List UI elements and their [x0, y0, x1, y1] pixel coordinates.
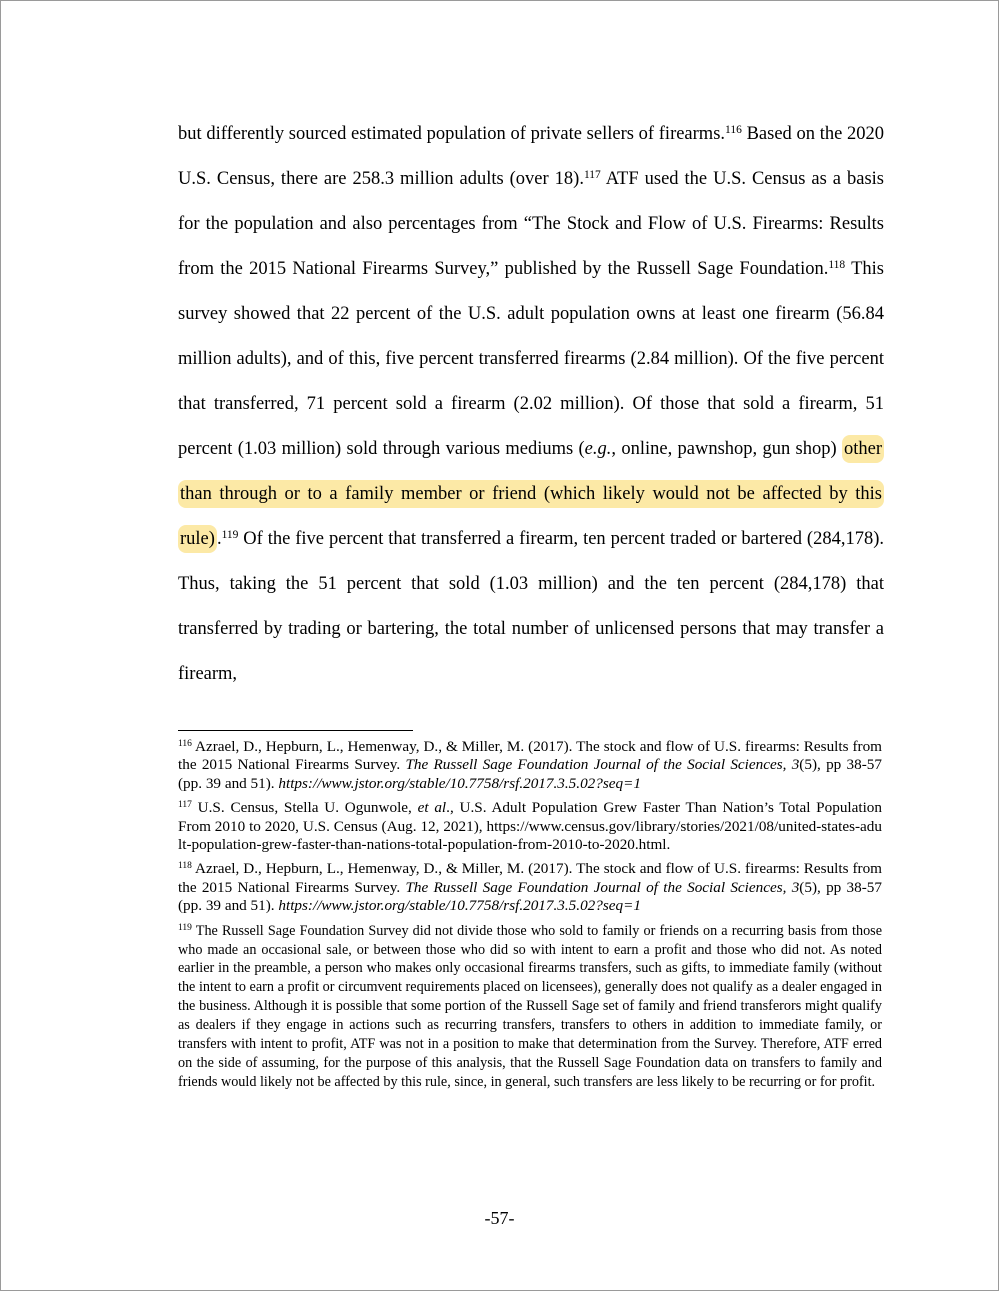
footnote-link[interactable]: https://www.jstor.org/stable/10.7758/rsf.2017.3.5.02?seq=1: [278, 774, 641, 792]
footnote-journal: The Russell Sage Foundation Journal of the Social Sciences, 3: [405, 878, 800, 896]
footnote-separator: [178, 730, 413, 731]
body-paragraph: [178, 112, 884, 697]
footnote-text: (5), pp 38-57 (pp. 39 and 51).: [178, 878, 882, 915]
page-number: -57-: [484, 1208, 515, 1228]
footnote-117: [178, 799, 882, 854]
footnote-118: [178, 860, 882, 915]
footnote-link[interactable]: https://www.jstor.org/stable/10.7758/rsf.2017.3.5.02?seq=1: [278, 897, 641, 915]
body-text-6: .: [216, 529, 222, 549]
footnote-etal: et al: [417, 799, 447, 817]
footnote-number: 116: [178, 739, 192, 749]
body-text-4: This survey showed that 22 percent of the U.S. adult population owns at least one firearm (56.84 million adults), and of this, five percent transferred firearms (2.84 million). Of the five percent that transferred, 71 percent sold a firearm (2.02 million). Of those that sold a firearm, 51 percent (1.03 million) sold through various mediums (: [178, 259, 884, 459]
highlighted-text[interactable]: other than through or to a family member or friend (which likely would not be affected by this rule): [178, 435, 884, 553]
footnote-ref-118[interactable]: 118: [828, 259, 846, 271]
footnote-116: [178, 738, 882, 793]
footnote-ref-117[interactable]: 117: [583, 169, 601, 181]
body-text-2: Based on the 2020 U.S. Census, there are 258.3 million adults (over 18).: [178, 124, 885, 189]
footnote-number: 117: [178, 800, 192, 811]
footnote-ref-116[interactable]: 116: [725, 124, 742, 136]
body-text-7: Of the five percent that transferred a firearm, ten percent traded or bartered (284,178). Thus, taking the 51 percent that sold (1.03 million) and the ten percent (284,178) that transferred by trading or bartering, the total number of unlicensed persons that may transfer a firearm,: [178, 529, 884, 684]
footnotes: [178, 738, 882, 1098]
body-text-1: but differently sourced estimated population of private sellers of firearms.: [178, 124, 726, 144]
footnote-text: (5), pp 38-57 (pp. 39 and 51).: [178, 756, 882, 792]
body-eg: e.g.: [584, 439, 612, 459]
body-text-5: , online, pawnshop, gun shop): [611, 439, 842, 459]
footnote-text: U.S. Census, Stella U. Ogunwole,: [191, 799, 418, 817]
footnote-text: ., U.S. Adult Population Grew Faster Than Nation’s Total Population From 2010 to 2020, U.S. Census (Aug. 12, 2021),: [178, 799, 882, 835]
footnote-journal: The Russell Sage Foundation Journal of the Social Sciences, 3: [405, 756, 800, 774]
footnote-text: The Russell Sage Foundation Survey did not divide those who sold to family or friends on a recurring basis from those who made an occasional sale, or between those who did so with intent to earn a profit and those who did not. As noted earlier in the preamble, a person who makes only occasional firearms transfers, such as gifts, to immediate family (without the intent to earn a profit or circumvent requirements placed on licensees), generally does not qualify as a dealer engaged in the business. Although it is possible that some portion of the Russell Sage set of family and friend transferors might qualify as dealers if they engage in actions such as recurring transfers, transfers to others in addition to immediate family, or transfers with intent to profit, ATF was not in a position to make that determination from the Survey. Therefore, ATF erred on the side of assuming, for the purpose of this analysis, that the Russell Sage Foundation data on transfers to family and friends would likely not be affected by this rule, since, in general, such transfers are less likely to be recurring or for profit.: [178, 922, 882, 1090]
footnote-link[interactable]: https://www.census.gov/library/stories/2021/08/united-states-adult-population-grew-faster-than-nations-total-population-from-2010-to-2020.html.: [178, 817, 882, 854]
body-text-3: ATF used the U.S. Census as a basis for the population and also percentages from “The Stock and Flow of U.S. Firearms: Results from the 2015 National Firearms Survey,” published by the Russell Sage Foundation.: [178, 169, 884, 279]
footnote-119: [178, 922, 882, 1092]
footnote-text: Azrael, D., Hepburn, L., Hemenway, D., & Miller, M. (2017). The stock and flow of U.S. firearms: Results from the 2015 National Firearms Survey.: [178, 860, 882, 896]
footnote-text: Azrael, D., Hepburn, L., Hemenway, D., & Miller, M. (2017). The stock and flow of U.S. firearms: Results from the 2015 National Firearms Survey.: [178, 738, 882, 774]
footnote-number: 118: [178, 861, 192, 872]
footnote-ref-119[interactable]: 119: [221, 529, 239, 541]
footnote-number: 119: [178, 922, 192, 933]
